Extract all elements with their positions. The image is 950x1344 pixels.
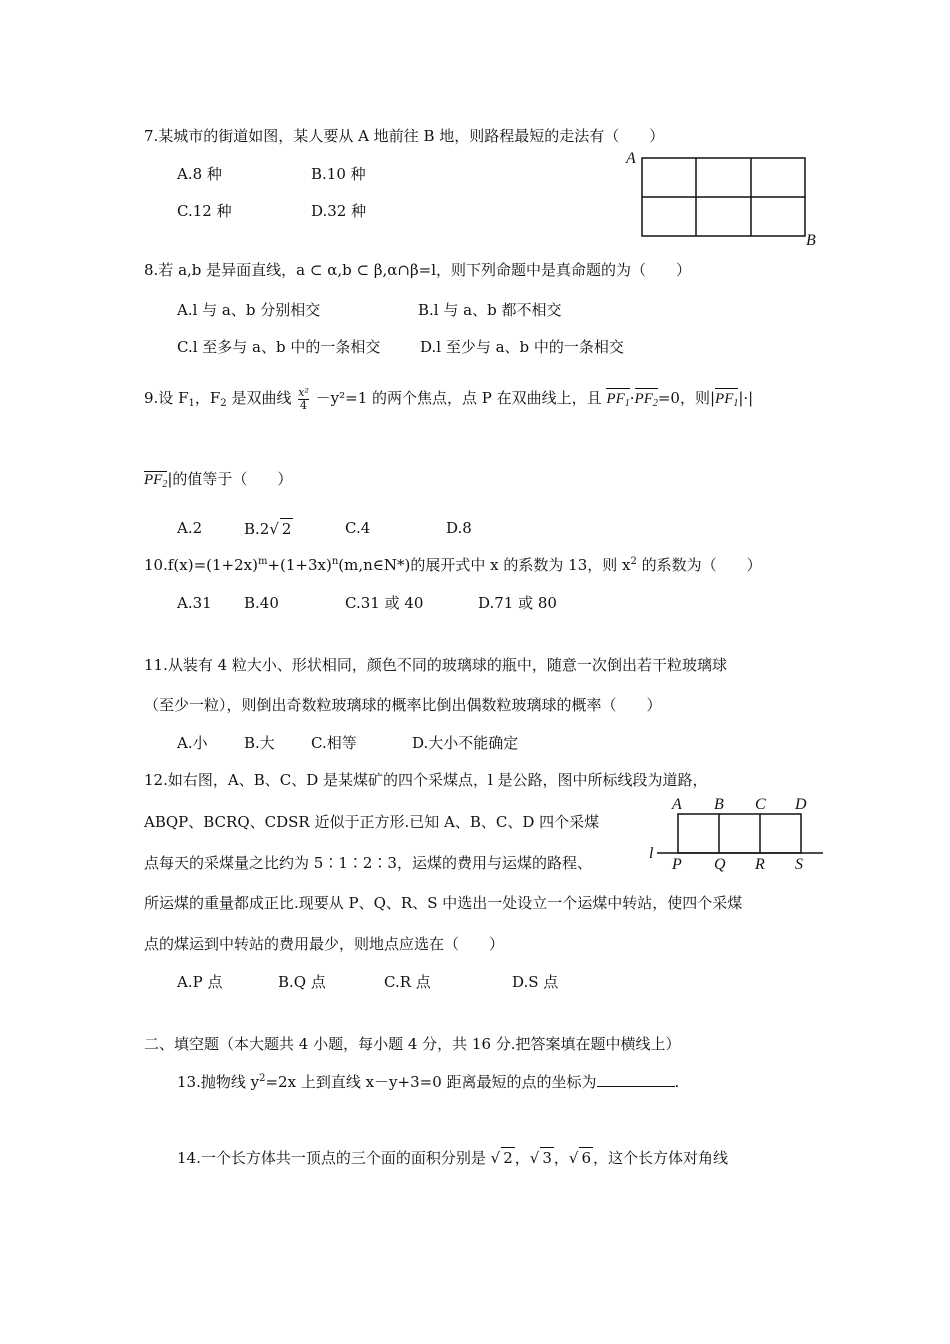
q12-label-c: C [755, 796, 766, 813]
q13-answer-blank[interactable] [597, 1072, 675, 1087]
q11-option-d: D.大小不能确定 [412, 734, 519, 752]
q12-option-d: D.S 点 [512, 973, 559, 991]
q8-option-a: A.l 与 a、b 分别相交 [177, 301, 321, 319]
q10-option-b: B.40 [244, 594, 279, 612]
q12-stem-line5: 点的煤运到中转站的费用最少，则地点应选在（ ） [144, 935, 505, 953]
q10-option-c: C.31 或 40 [345, 594, 424, 612]
q12-label-r: R [755, 856, 765, 872]
q9-vector-pf2-abs: $PF_2$ [144, 472, 168, 490]
q9-option-c: C.4 [345, 519, 371, 537]
q11-option-a: A.小 [177, 734, 208, 752]
q9-vector-pf1-abs: $PF_1$ [715, 387, 738, 411]
q10-option-a: A.31 [177, 594, 212, 612]
q11-stem-line1: 11.从装有 4 粒大小、形状相同，颜色不同的玻璃球的瓶中，随意一次倒出若干粒玻璃球 [144, 656, 727, 674]
q7-option-b: B.10 种 [311, 165, 366, 183]
q12-stem-line3: 点每天的采煤量之比约为 5∶1∶2∶3，运煤的费用与运煤的路程、 [144, 854, 592, 872]
q12-label-d: D [795, 796, 807, 813]
q12-stem-line4: 所运煤的重量都成正比.现要从 P、Q、R、S 中选出一处设立一个运煤中转站，使四个采煤 [144, 894, 743, 912]
q11-option-b: B.大 [244, 734, 275, 752]
q7-option-a: A.8 种 [177, 165, 222, 183]
q9-option-a: A.2 [177, 519, 203, 537]
q10-stem: $10.f(x)=(1+2x)^m+(1+3x)^n(m,n\in N*)$的展开式中 x 的系数为 13，则 $x^2$ 的系数为（ ） [144, 556, 762, 574]
q7-label-a: A [626, 150, 636, 167]
q8-stem: 8.若 a,b 是异面直线，a ⊂ α,b ⊂ β,α∩β=l，则下列命题中是真命题的为（ ） [144, 261, 691, 279]
q12-label-s: S [795, 856, 803, 872]
section-2-header: 二、填空题（本大题共 4 小题，每小题 4 分，共 16 分.把答案填在题中横线上） [144, 1035, 681, 1053]
q12-option-b: B.Q 点 [278, 973, 326, 991]
q13-stem: 13.抛物线 $y^2=2x$ 上到直线 x－y+3=0 距离最短的点的坐标为 . [177, 1073, 680, 1091]
q12-option-a: A.P 点 [177, 973, 223, 991]
q12-label-b: B [714, 796, 724, 813]
q8-option-d: D.l 至少与 a、b 中的一条相交 [420, 338, 624, 356]
q12-label-l: l [649, 845, 654, 862]
q12-label-q: Q [714, 856, 726, 872]
q9-option-b: B.2√ 2 [244, 520, 292, 538]
q12-option-c: C.R 点 [384, 973, 431, 991]
q12-stem-line1: 12.如右图，A、B、C、D 是某煤矿的四个采煤点，l 是公路，图中所标线段为道路， [144, 771, 708, 789]
q7-stem: 7.某城市的街道如图，某人要从 A 地前往 B 地，则路程最短的走法有（ ） [144, 127, 665, 145]
q12-stem-line2: ABQP、BCRQ、CDSR 近似于正方形.已知 A、B、C、D 四个采煤 [144, 813, 600, 831]
q7-option-c: C.12 种 [177, 202, 232, 220]
q14-stem: 14.一个长方体共一顶点的三个面的面积分别是 √ 2 ，√ 3 ，√ 6 ，这个长方体对角线 [177, 1149, 729, 1167]
q7-street-grid-figure [620, 145, 830, 250]
q9-vector-pf1: $PF_1$ [606, 387, 629, 411]
q12-label-p: P [672, 856, 682, 872]
q8-option-b: B.l 与 a、b 都不相交 [418, 301, 562, 319]
q11-stem-line2: （至少一粒），则倒出奇数粒玻璃球的概率比倒出偶数粒玻璃球的概率（ ） [144, 696, 662, 714]
q9-vector-pf2: $PF_2$ [635, 387, 658, 411]
q9-fraction: $\frac{\text{x²}}{4}$ [298, 385, 309, 412]
q7-label-b: B [806, 232, 816, 249]
q7-option-d: D.32 种 [311, 202, 367, 220]
q10-option-d: D.71 或 80 [478, 594, 557, 612]
q9-stem-line2: $PF_2|$的值等于（ ） [144, 470, 293, 490]
q12-mine-road-figure [645, 792, 825, 872]
q8-option-c: C.l 至多与 a、b 中的一条相交 [177, 338, 381, 356]
q9-stem-line1: 9.设 $F_1$，$F_2$ 是双曲线 $\frac{\text{x²}}{4}$ －y²=1 的两个焦点，点 P 在双曲线上，且 $PF_1\cdot PF_2=0$，则$|PF_1|\cdot|$ [144, 385, 754, 412]
q12-label-a: A [672, 796, 682, 813]
q11-option-c: C.相等 [311, 734, 357, 752]
q9-option-d: D.8 [446, 519, 472, 537]
